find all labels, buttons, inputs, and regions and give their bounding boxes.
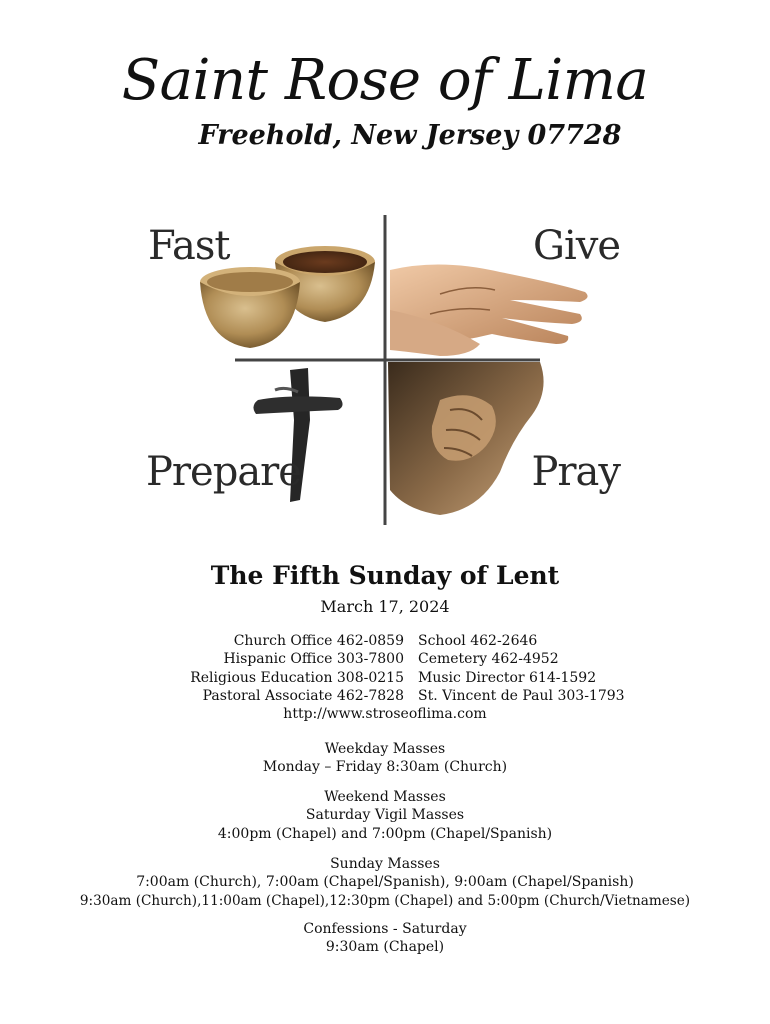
weekend-line: Saturday Vigil Masses [305,807,465,824]
contact-row [0,650,770,668]
contact-right: School 462-2646 [418,633,538,649]
contact-right: St. Vincent de Paul 303-1793 [418,687,625,704]
weekend-title: Weekend Masses [324,789,446,805]
bulletin-date: March 17, 2024 [320,597,450,616]
open-hands-icon [390,264,588,356]
lent-graphic [140,210,630,530]
weekend-masses [0,788,770,843]
weekday-title: Weekday Masses [324,741,446,757]
weekday-masses [0,740,770,777]
parish-location: Freehold, New Jersey 07728 [198,120,622,151]
weekend-line: 4:00pm (Chapel) and 7:00pm (Chapel/Spanish) [217,825,553,842]
parish-title: Saint Rose of Lima [121,48,649,113]
contact-row [0,632,770,650]
website-link[interactable]: http://www.stroseoflima.com [283,706,487,723]
contact-right: Music Director 614-1592 [418,669,597,686]
contact-right: Cemetery 462-4952 [418,651,559,668]
contact-left: Hispanic Office 303-7800 [223,651,404,668]
label-pray: Pray [531,449,620,495]
contact-row [0,687,770,705]
label-fast: Fast [148,223,230,269]
weekday-line: Monday – Friday 8:30am (Church) [262,759,508,776]
sunday-heading: The Fifth Sunday of Lent [210,561,560,590]
confessions [0,920,770,957]
sunday-masses [0,855,770,910]
label-prepare: Prepare [146,449,301,495]
contact-left: Pastoral Associate 462-7828 [202,687,404,704]
contact-left: Church Office 462-0859 [233,633,404,649]
label-give: Give [532,223,620,269]
contact-directory [0,632,770,723]
confessions-line: 9:30am (Chapel) [325,939,445,956]
contact-left: Religious Education 308-0215 [190,669,404,686]
sunday-line: 7:00am (Church), 7:00am (Chapel/Spanish), 9:00am (Chapel/Spanish) [136,874,634,891]
praying-hands-icon [388,362,544,515]
contact-row [0,669,770,687]
sunday-title: Sunday Masses [330,856,440,872]
confessions-title: Confessions - Saturday [303,921,467,937]
sunday-line: 9:30am (Church),11:00am (Chapel),12:30pm (Chapel) and 5:00pm (Church/Vietnamese) [79,892,691,909]
